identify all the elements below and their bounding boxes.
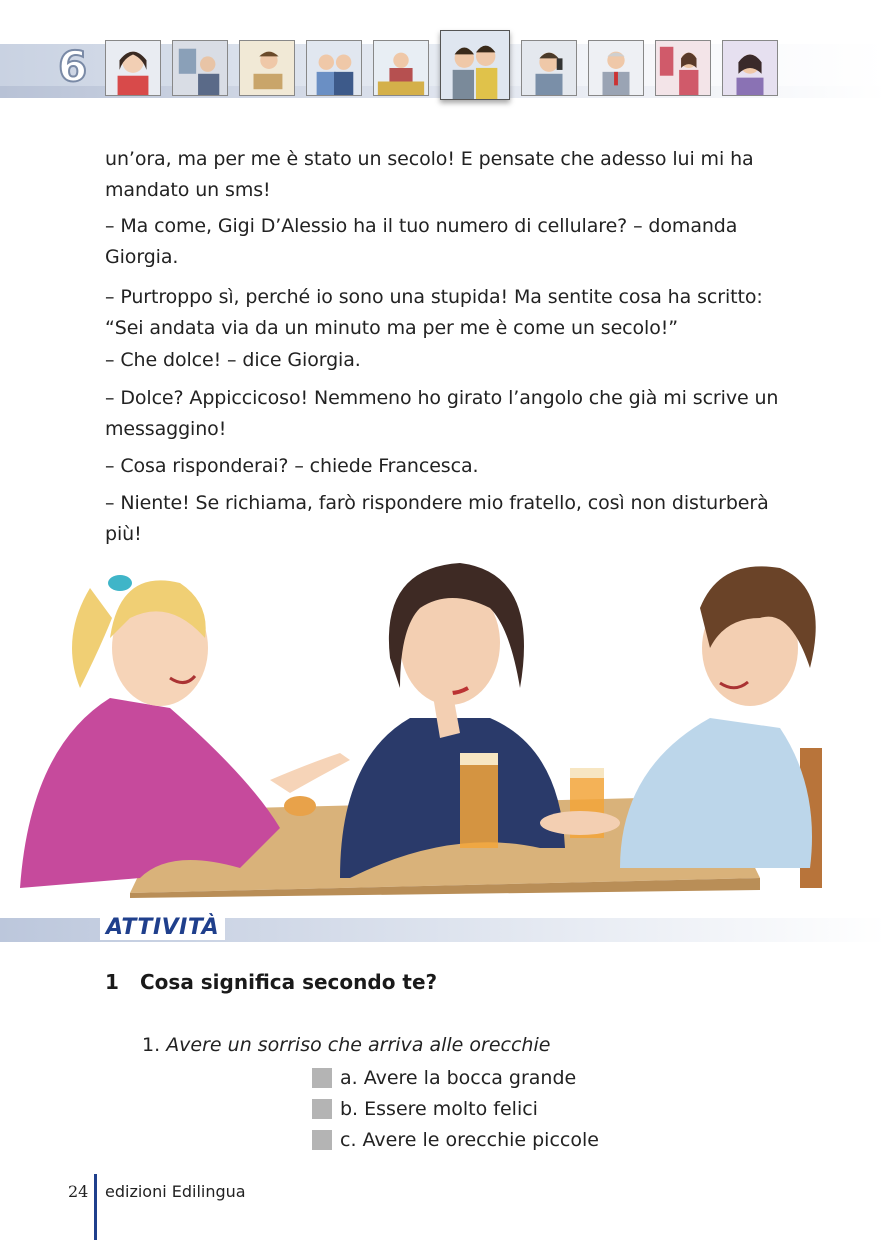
thumb-phone-call (521, 40, 577, 96)
paragraph: – Purtroppo sì, perché io sono una stupida! Ma sentite cosa ha scritto: “Sei andata via da un minuto ma per me è come un secolo!” (105, 286, 763, 339)
paragraph: – Che dolce! – dice Giorgia. (105, 349, 361, 371)
thumb-two-boys (440, 30, 510, 100)
activity-heading: ATTIVITÀ (100, 915, 225, 940)
illustration-three-girls-at-table (20, 548, 870, 898)
thumb-reading (239, 40, 295, 96)
thumb-desk-scene (172, 40, 228, 96)
thumb-girl-red-shirt (105, 40, 161, 96)
paragraph: – Niente! Se richiama, farò rispondere mio fratello, così non disturberà più! (105, 492, 769, 545)
chapter-thumbnails (105, 40, 789, 100)
checkbox[interactable] (312, 1130, 332, 1150)
option-label: b. Essere molto felici (340, 1098, 538, 1120)
paragraph: – Cosa risponderai? – chiede Francesca. (105, 455, 479, 477)
question-text: Cosa significa secondo te? (140, 970, 438, 994)
question-number: 1 (105, 970, 119, 994)
answer-option-b[interactable] (312, 1098, 538, 1120)
thumb-tv-presenter (655, 40, 711, 96)
thumb-friends (306, 40, 362, 96)
option-label: c. Avere le orecchie piccole (340, 1129, 599, 1151)
page-number: 24 (68, 1182, 89, 1201)
checkbox[interactable] (312, 1099, 332, 1119)
thumb-man-suit (588, 40, 644, 96)
paragraph: – Dolce? Appiccicoso! Nemmeno ho girato l’angolo che già mi scrive un messaggino! (105, 387, 779, 440)
checkbox[interactable] (312, 1068, 332, 1088)
thumb-table (373, 40, 429, 96)
thumb-girl-phone (722, 40, 778, 96)
answer-option-a[interactable] (312, 1067, 576, 1089)
publisher-name: edizioni Edilingua (105, 1182, 246, 1201)
answer-option-c[interactable] (312, 1129, 599, 1151)
item-number: 1. (142, 1034, 161, 1056)
exercise-item (142, 1034, 550, 1056)
paragraph: – Ma come, Gigi D’Alessio ha il tuo numero di cellulare? – domanda Giorgia. (105, 215, 738, 268)
chapter-number: 6 (58, 42, 88, 91)
item-text: Avere un sorriso che arriva alle orecchie (166, 1034, 551, 1056)
option-label: a. Avere la bocca grande (340, 1067, 577, 1089)
paragraph: un’ora, ma per me è stato un secolo! E pensate che adesso lui mi ha mandato un sms! (105, 148, 754, 201)
footer-rule (94, 1174, 97, 1240)
